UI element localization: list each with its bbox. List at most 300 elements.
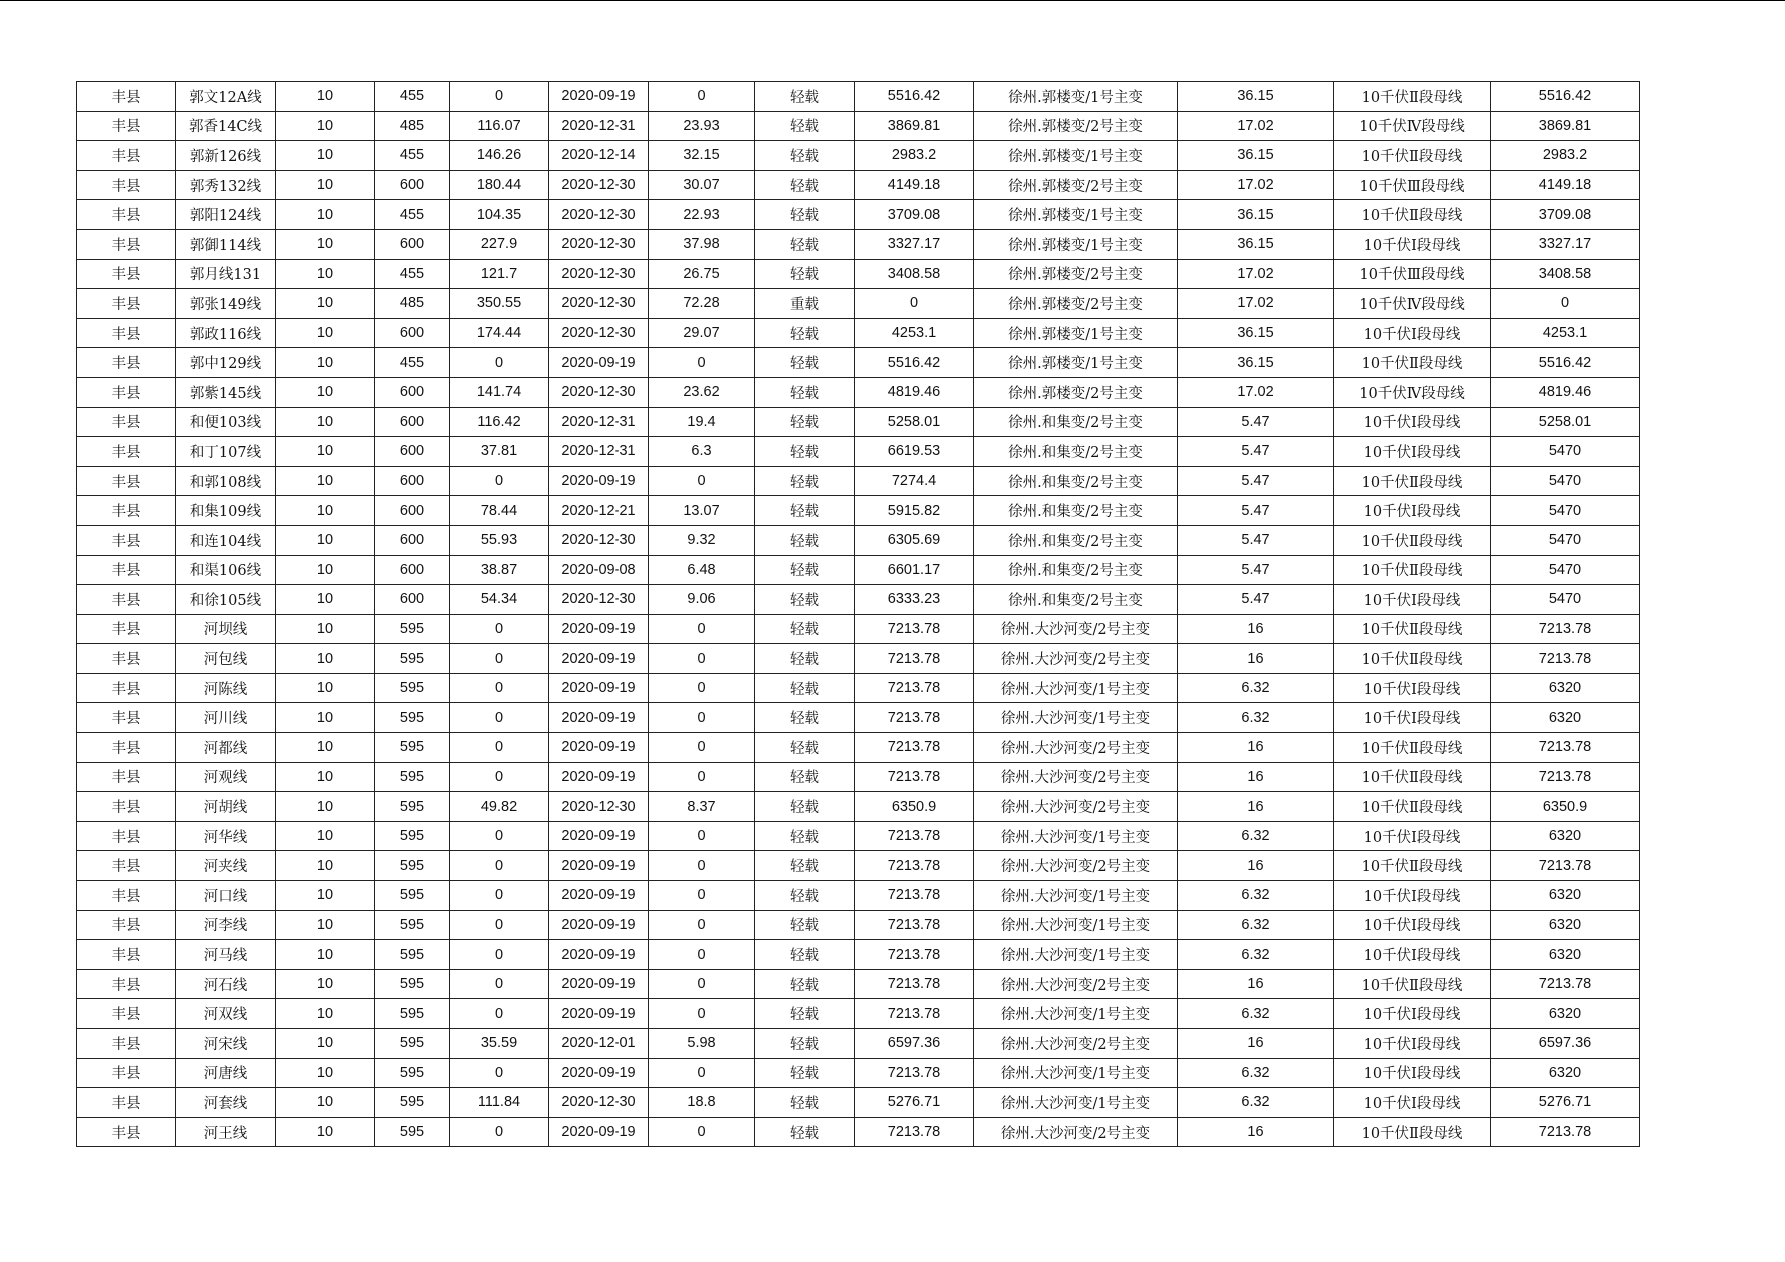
cell-available-capacity: 7213.78	[855, 1058, 974, 1088]
cell-transformer-load-rate: 5.47	[1178, 555, 1334, 585]
table-row	[77, 555, 1640, 585]
cell-voltage: 10	[276, 437, 375, 467]
cell-max-load: 78.44	[450, 496, 549, 526]
cell-available-capacity: 7213.78	[855, 1117, 974, 1147]
cell-rated-capacity: 600	[375, 318, 450, 348]
cell-available-capacity: 7213.78	[855, 644, 974, 674]
cell-rated-capacity: 455	[375, 141, 450, 171]
cell-bus-section: 10千伏Ⅰ段母线	[1334, 703, 1491, 733]
cell-voltage: 10	[276, 999, 375, 1029]
cell-max-load: 0	[450, 466, 549, 496]
cell-transformer-load-rate: 16	[1178, 644, 1334, 674]
table-row	[77, 466, 1640, 496]
cell-load-rate: 0	[649, 969, 755, 999]
cell-county: 丰县	[77, 200, 176, 230]
cell-line-name: 河唐线	[176, 1058, 276, 1088]
cell-county: 丰县	[77, 762, 176, 792]
cell-bus-section: 10千伏Ⅲ段母线	[1334, 259, 1491, 289]
cell-max-load-date: 2020-09-19	[549, 644, 649, 674]
cell-main-transformer: 徐州.郭楼变/2号主变	[974, 170, 1178, 200]
cell-open-capacity: 6597.36	[1491, 1029, 1640, 1059]
cell-open-capacity: 3408.58	[1491, 259, 1640, 289]
cell-transformer-load-rate: 5.47	[1178, 466, 1334, 496]
cell-load-rate: 22.93	[649, 200, 755, 230]
cell-max-load-date: 2020-12-30	[549, 229, 649, 259]
cell-transformer-load-rate: 36.15	[1178, 348, 1334, 378]
cell-voltage: 10	[276, 762, 375, 792]
cell-rated-capacity: 600	[375, 496, 450, 526]
cell-open-capacity: 4253.1	[1491, 318, 1640, 348]
cell-transformer-load-rate: 17.02	[1178, 259, 1334, 289]
cell-county: 丰县	[77, 969, 176, 999]
cell-open-capacity: 5470	[1491, 437, 1640, 467]
cell-open-capacity: 5470	[1491, 585, 1640, 615]
cell-available-capacity: 7213.78	[855, 940, 974, 970]
cell-line-name: 河口线	[176, 881, 276, 911]
cell-load-status: 轻载	[755, 377, 855, 407]
cell-main-transformer: 徐州.和集变/2号主变	[974, 407, 1178, 437]
cell-open-capacity: 7213.78	[1491, 969, 1640, 999]
cell-bus-section: 10千伏Ⅰ段母线	[1334, 910, 1491, 940]
cell-main-transformer: 徐州.大沙河变/1号主变	[974, 940, 1178, 970]
cell-bus-section: 10千伏Ⅰ段母线	[1334, 585, 1491, 615]
cell-open-capacity: 5470	[1491, 555, 1640, 585]
cell-max-load-date: 2020-09-19	[549, 733, 649, 763]
cell-rated-capacity: 600	[375, 525, 450, 555]
cell-main-transformer: 徐州.郭楼变/1号主变	[974, 229, 1178, 259]
cell-bus-section: 10千伏Ⅰ段母线	[1334, 496, 1491, 526]
cell-load-rate: 23.93	[649, 111, 755, 141]
cell-load-rate: 0	[649, 1117, 755, 1147]
cell-load-status: 轻载	[755, 259, 855, 289]
cell-voltage: 10	[276, 289, 375, 319]
table-row	[77, 910, 1640, 940]
cell-open-capacity: 4149.18	[1491, 170, 1640, 200]
cell-max-load: 0	[450, 851, 549, 881]
cell-available-capacity: 7213.78	[855, 762, 974, 792]
cell-load-status: 轻载	[755, 673, 855, 703]
cell-transformer-load-rate: 16	[1178, 1117, 1334, 1147]
cell-max-load-date: 2020-09-19	[549, 881, 649, 911]
cell-transformer-load-rate: 36.15	[1178, 318, 1334, 348]
cell-max-load: 0	[450, 733, 549, 763]
cell-max-load: 0	[450, 673, 549, 703]
cell-load-status: 轻载	[755, 141, 855, 171]
cell-rated-capacity: 595	[375, 703, 450, 733]
cell-load-rate: 0	[649, 82, 755, 112]
cell-max-load-date: 2020-09-19	[549, 82, 649, 112]
cell-transformer-load-rate: 6.32	[1178, 910, 1334, 940]
cell-max-load: 38.87	[450, 555, 549, 585]
table-row	[77, 733, 1640, 763]
cell-county: 丰县	[77, 614, 176, 644]
cell-line-name: 河套线	[176, 1088, 276, 1118]
cell-county: 丰县	[77, 82, 176, 112]
cell-line-name: 和郭108线	[176, 466, 276, 496]
cell-max-load-date: 2020-09-19	[549, 762, 649, 792]
cell-main-transformer: 徐州.大沙河变/1号主变	[974, 673, 1178, 703]
cell-voltage: 10	[276, 466, 375, 496]
cell-open-capacity: 6350.9	[1491, 792, 1640, 822]
cell-county: 丰县	[77, 170, 176, 200]
cell-load-status: 重载	[755, 289, 855, 319]
table-row	[77, 437, 1640, 467]
cell-transformer-load-rate: 5.47	[1178, 496, 1334, 526]
table-body	[77, 82, 1640, 1147]
cell-transformer-load-rate: 6.32	[1178, 673, 1334, 703]
cell-load-rate: 9.06	[649, 585, 755, 615]
cell-voltage: 10	[276, 496, 375, 526]
cell-max-load-date: 2020-12-30	[549, 525, 649, 555]
cell-main-transformer: 徐州.大沙河变/1号主变	[974, 1088, 1178, 1118]
table-row	[77, 259, 1640, 289]
cell-main-transformer: 徐州.大沙河变/2号主变	[974, 1117, 1178, 1147]
cell-county: 丰县	[77, 466, 176, 496]
cell-max-load: 49.82	[450, 792, 549, 822]
cell-available-capacity: 6305.69	[855, 525, 974, 555]
table-row	[77, 377, 1640, 407]
cell-bus-section: 10千伏Ⅱ段母线	[1334, 1117, 1491, 1147]
cell-max-load: 0	[450, 644, 549, 674]
cell-line-name: 河李线	[176, 910, 276, 940]
cell-max-load: 116.42	[450, 407, 549, 437]
cell-load-rate: 6.48	[649, 555, 755, 585]
table-row	[77, 940, 1640, 970]
cell-main-transformer: 徐州.大沙河变/2号主变	[974, 733, 1178, 763]
cell-max-load-date: 2020-12-31	[549, 437, 649, 467]
cell-load-rate: 0	[649, 851, 755, 881]
cell-line-name: 河都线	[176, 733, 276, 763]
cell-load-rate: 6.3	[649, 437, 755, 467]
table-row	[77, 496, 1640, 526]
cell-bus-section: 10千伏Ⅰ段母线	[1334, 407, 1491, 437]
cell-open-capacity: 5470	[1491, 525, 1640, 555]
cell-load-rate: 23.62	[649, 377, 755, 407]
table-row	[77, 585, 1640, 615]
cell-max-load: 0	[450, 940, 549, 970]
cell-max-load: 0	[450, 821, 549, 851]
cell-load-status: 轻载	[755, 969, 855, 999]
cell-rated-capacity: 600	[375, 466, 450, 496]
cell-load-rate: 13.07	[649, 496, 755, 526]
cell-load-status: 轻载	[755, 318, 855, 348]
cell-main-transformer: 徐州.郭楼变/1号主变	[974, 348, 1178, 378]
cell-voltage: 10	[276, 703, 375, 733]
cell-load-rate: 0	[649, 644, 755, 674]
cell-bus-section: 10千伏Ⅰ段母线	[1334, 1088, 1491, 1118]
cell-load-rate: 0	[649, 762, 755, 792]
cell-county: 丰县	[77, 910, 176, 940]
cell-available-capacity: 5276.71	[855, 1088, 974, 1118]
cell-line-name: 河胡线	[176, 792, 276, 822]
cell-available-capacity: 5258.01	[855, 407, 974, 437]
cell-max-load: 0	[450, 348, 549, 378]
cell-load-status: 轻载	[755, 644, 855, 674]
cell-available-capacity: 3327.17	[855, 229, 974, 259]
cell-max-load: 0	[450, 1117, 549, 1147]
cell-voltage: 10	[276, 348, 375, 378]
cell-line-name: 和便103线	[176, 407, 276, 437]
cell-bus-section: 10千伏Ⅰ段母线	[1334, 437, 1491, 467]
cell-transformer-load-rate: 5.47	[1178, 437, 1334, 467]
cell-available-capacity: 4819.46	[855, 377, 974, 407]
cell-line-name: 郭阳124线	[176, 200, 276, 230]
cell-main-transformer: 徐州.郭楼变/1号主变	[974, 82, 1178, 112]
table-row	[77, 111, 1640, 141]
cell-available-capacity: 6619.53	[855, 437, 974, 467]
cell-bus-section: 10千伏Ⅱ段母线	[1334, 82, 1491, 112]
cell-bus-section: 10千伏Ⅱ段母线	[1334, 466, 1491, 496]
cell-bus-section: 10千伏Ⅰ段母线	[1334, 881, 1491, 911]
cell-load-rate: 0	[649, 1058, 755, 1088]
cell-rated-capacity: 595	[375, 1029, 450, 1059]
cell-county: 丰县	[77, 733, 176, 763]
cell-load-status: 轻载	[755, 1117, 855, 1147]
cell-county: 丰县	[77, 821, 176, 851]
cell-load-status: 轻载	[755, 881, 855, 911]
cell-main-transformer: 徐州.郭楼变/1号主变	[974, 200, 1178, 230]
cell-main-transformer: 徐州.郭楼变/2号主变	[974, 111, 1178, 141]
cell-load-status: 轻载	[755, 910, 855, 940]
cell-load-status: 轻载	[755, 496, 855, 526]
cell-open-capacity: 0	[1491, 289, 1640, 319]
cell-transformer-load-rate: 36.15	[1178, 82, 1334, 112]
cell-main-transformer: 徐州.大沙河变/1号主变	[974, 703, 1178, 733]
cell-voltage: 10	[276, 407, 375, 437]
cell-transformer-load-rate: 6.32	[1178, 703, 1334, 733]
cell-county: 丰县	[77, 999, 176, 1029]
cell-available-capacity: 7213.78	[855, 673, 974, 703]
cell-rated-capacity: 600	[375, 377, 450, 407]
cell-rated-capacity: 595	[375, 821, 450, 851]
cell-line-name: 河坝线	[176, 614, 276, 644]
cell-rated-capacity: 595	[375, 881, 450, 911]
cell-line-name: 和丁107线	[176, 437, 276, 467]
cell-bus-section: 10千伏Ⅰ段母线	[1334, 318, 1491, 348]
cell-load-status: 轻载	[755, 851, 855, 881]
cell-line-name: 河双线	[176, 999, 276, 1029]
cell-open-capacity: 6320	[1491, 999, 1640, 1029]
cell-main-transformer: 徐州.大沙河变/1号主变	[974, 881, 1178, 911]
cell-transformer-load-rate: 5.47	[1178, 585, 1334, 615]
table-row	[77, 348, 1640, 378]
cell-rated-capacity: 455	[375, 259, 450, 289]
table-row	[77, 792, 1640, 822]
cell-bus-section: 10千伏Ⅱ段母线	[1334, 141, 1491, 171]
cell-load-rate: 0	[649, 673, 755, 703]
cell-voltage: 10	[276, 1088, 375, 1118]
cell-transformer-load-rate: 17.02	[1178, 111, 1334, 141]
cell-voltage: 10	[276, 969, 375, 999]
cell-max-load-date: 2020-09-19	[549, 969, 649, 999]
cell-max-load: 0	[450, 762, 549, 792]
table-row	[77, 881, 1640, 911]
cell-transformer-load-rate: 16	[1178, 762, 1334, 792]
cell-bus-section: 10千伏Ⅲ段母线	[1334, 170, 1491, 200]
cell-open-capacity: 4819.46	[1491, 377, 1640, 407]
cell-max-load-date: 2020-09-19	[549, 940, 649, 970]
cell-rated-capacity: 600	[375, 437, 450, 467]
table-row	[77, 1088, 1640, 1118]
table-row	[77, 1029, 1640, 1059]
cell-rated-capacity: 595	[375, 614, 450, 644]
cell-rated-capacity: 595	[375, 851, 450, 881]
cell-max-load: 35.59	[450, 1029, 549, 1059]
table-row	[77, 525, 1640, 555]
cell-line-name: 河石线	[176, 969, 276, 999]
cell-voltage: 10	[276, 82, 375, 112]
cell-rated-capacity: 600	[375, 585, 450, 615]
cell-main-transformer: 徐州.大沙河变/2号主变	[974, 792, 1178, 822]
cell-transformer-load-rate: 6.32	[1178, 1058, 1334, 1088]
cell-bus-section: 10千伏Ⅱ段母线	[1334, 792, 1491, 822]
cell-rated-capacity: 595	[375, 762, 450, 792]
cell-main-transformer: 徐州.郭楼变/2号主变	[974, 259, 1178, 289]
cell-main-transformer: 徐州.和集变/2号主变	[974, 466, 1178, 496]
cell-county: 丰县	[77, 111, 176, 141]
cell-line-name: 郭张149线	[176, 289, 276, 319]
cell-max-load-date: 2020-09-19	[549, 703, 649, 733]
cell-transformer-load-rate: 16	[1178, 969, 1334, 999]
cell-line-name: 郭中129线	[176, 348, 276, 378]
cell-open-capacity: 6320	[1491, 940, 1640, 970]
cell-transformer-load-rate: 17.02	[1178, 170, 1334, 200]
cell-line-name: 郭香14C线	[176, 111, 276, 141]
cell-max-load: 141.74	[450, 377, 549, 407]
cell-county: 丰县	[77, 377, 176, 407]
cell-voltage: 10	[276, 940, 375, 970]
cell-voltage: 10	[276, 881, 375, 911]
cell-max-load-date: 2020-12-30	[549, 289, 649, 319]
cell-voltage: 10	[276, 318, 375, 348]
cell-bus-section: 10千伏Ⅱ段母线	[1334, 644, 1491, 674]
cell-load-status: 轻载	[755, 170, 855, 200]
cell-voltage: 10	[276, 851, 375, 881]
cell-county: 丰县	[77, 644, 176, 674]
cell-available-capacity: 7213.78	[855, 821, 974, 851]
cell-max-load: 0	[450, 969, 549, 999]
cell-available-capacity: 6597.36	[855, 1029, 974, 1059]
cell-transformer-load-rate: 36.15	[1178, 141, 1334, 171]
cell-transformer-load-rate: 5.47	[1178, 525, 1334, 555]
cell-load-rate: 0	[649, 821, 755, 851]
cell-county: 丰县	[77, 407, 176, 437]
cell-max-load-date: 2020-12-30	[549, 585, 649, 615]
cell-load-rate: 18.8	[649, 1088, 755, 1118]
cell-county: 丰县	[77, 585, 176, 615]
cell-available-capacity: 7213.78	[855, 733, 974, 763]
cell-bus-section: 10千伏Ⅱ段母线	[1334, 762, 1491, 792]
cell-open-capacity: 2983.2	[1491, 141, 1640, 171]
cell-voltage: 10	[276, 585, 375, 615]
table-row	[77, 762, 1640, 792]
cell-load-status: 轻载	[755, 940, 855, 970]
table-row	[77, 851, 1640, 881]
cell-max-load-date: 2020-12-30	[549, 1088, 649, 1118]
cell-bus-section: 10千伏Ⅰ段母线	[1334, 999, 1491, 1029]
cell-voltage: 10	[276, 555, 375, 585]
cell-line-name: 郭政116线	[176, 318, 276, 348]
cell-rated-capacity: 455	[375, 200, 450, 230]
table-row	[77, 170, 1640, 200]
cell-transformer-load-rate: 16	[1178, 792, 1334, 822]
cell-rated-capacity: 595	[375, 1058, 450, 1088]
cell-max-load: 37.81	[450, 437, 549, 467]
cell-main-transformer: 徐州.大沙河变/2号主变	[974, 644, 1178, 674]
cell-bus-section: 10千伏Ⅱ段母线	[1334, 200, 1491, 230]
cell-load-status: 轻载	[755, 733, 855, 763]
cell-county: 丰县	[77, 792, 176, 822]
cell-main-transformer: 徐州.郭楼变/1号主变	[974, 318, 1178, 348]
cell-max-load: 111.84	[450, 1088, 549, 1118]
cell-open-capacity: 5516.42	[1491, 348, 1640, 378]
cell-max-load-date: 2020-12-30	[549, 200, 649, 230]
cell-max-load-date: 2020-09-19	[549, 348, 649, 378]
cell-max-load-date: 2020-12-14	[549, 141, 649, 171]
top-border-line	[0, 0, 1785, 1]
table-row	[77, 229, 1640, 259]
cell-line-name: 河川线	[176, 703, 276, 733]
cell-available-capacity: 7213.78	[855, 910, 974, 940]
cell-load-status: 轻载	[755, 999, 855, 1029]
cell-bus-section: 10千伏Ⅳ段母线	[1334, 377, 1491, 407]
cell-load-status: 轻载	[755, 229, 855, 259]
cell-open-capacity: 6320	[1491, 703, 1640, 733]
cell-load-rate: 5.98	[649, 1029, 755, 1059]
cell-load-status: 轻载	[755, 348, 855, 378]
table-row	[77, 644, 1640, 674]
cell-load-status: 轻载	[755, 792, 855, 822]
cell-rated-capacity: 595	[375, 673, 450, 703]
cell-line-name: 河华线	[176, 821, 276, 851]
cell-transformer-load-rate: 6.32	[1178, 821, 1334, 851]
cell-main-transformer: 徐州.大沙河变/1号主变	[974, 910, 1178, 940]
cell-load-rate: 37.98	[649, 229, 755, 259]
table-row	[77, 141, 1640, 171]
cell-load-rate: 0	[649, 999, 755, 1029]
cell-open-capacity: 3869.81	[1491, 111, 1640, 141]
cell-open-capacity: 7213.78	[1491, 644, 1640, 674]
table-row	[77, 289, 1640, 319]
cell-county: 丰县	[77, 259, 176, 289]
cell-available-capacity: 5915.82	[855, 496, 974, 526]
cell-load-rate: 30.07	[649, 170, 755, 200]
cell-load-status: 轻载	[755, 585, 855, 615]
cell-max-load: 174.44	[450, 318, 549, 348]
cell-line-name: 和渠106线	[176, 555, 276, 585]
cell-main-transformer: 徐州.郭楼变/2号主变	[974, 289, 1178, 319]
cell-line-name: 河观线	[176, 762, 276, 792]
cell-open-capacity: 5470	[1491, 466, 1640, 496]
cell-county: 丰县	[77, 1117, 176, 1147]
cell-load-rate: 0	[649, 940, 755, 970]
cell-voltage: 10	[276, 1029, 375, 1059]
cell-line-name: 郭秀132线	[176, 170, 276, 200]
table-row	[77, 200, 1640, 230]
cell-max-load: 104.35	[450, 200, 549, 230]
cell-main-transformer: 徐州.和集变/2号主变	[974, 585, 1178, 615]
cell-voltage: 10	[276, 200, 375, 230]
cell-open-capacity: 7213.78	[1491, 733, 1640, 763]
cell-max-load-date: 2020-12-31	[549, 111, 649, 141]
cell-transformer-load-rate: 17.02	[1178, 289, 1334, 319]
cell-line-name: 河王线	[176, 1117, 276, 1147]
cell-main-transformer: 徐州.和集变/2号主变	[974, 437, 1178, 467]
cell-line-name: 和集109线	[176, 496, 276, 526]
cell-max-load-date: 2020-12-30	[549, 170, 649, 200]
cell-bus-section: 10千伏Ⅱ段母线	[1334, 614, 1491, 644]
cell-max-load: 0	[450, 614, 549, 644]
